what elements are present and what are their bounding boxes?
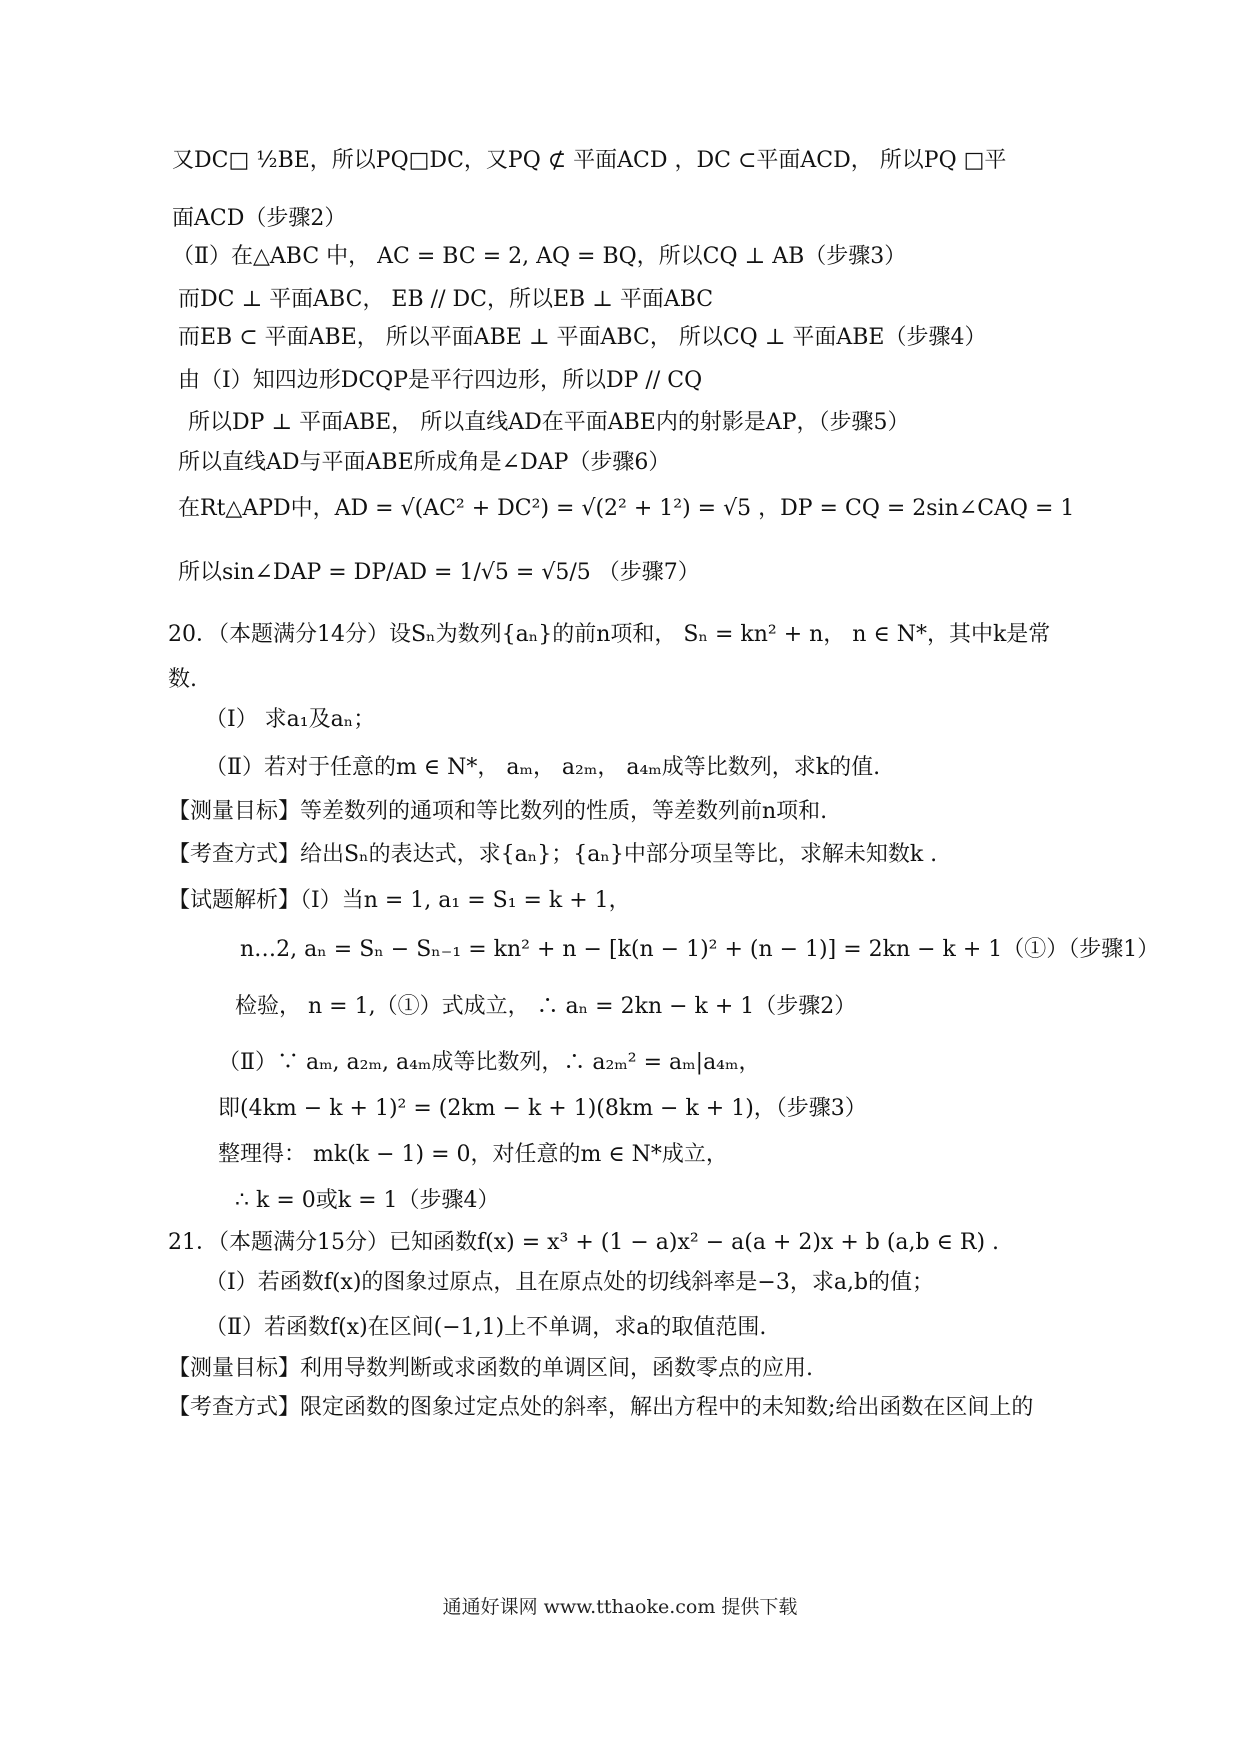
text-line: n…2, aₙ = Sₙ − Sₙ₋₁ = kn² + n − [k(n − 1)² + (n − 1)] = 2kn − k + 1（①）（步骤1） — [240, 937, 1160, 962]
text-line: （Ⅱ）在△ABC 中， AC = BC = 2, AQ = BQ，所以CQ ⊥ AB（步骤3） — [172, 244, 907, 269]
text-line: 【试题解析】（Ⅰ）当n = 1, a₁ = S₁ = k + 1， — [168, 888, 631, 913]
page-footer: 通通好课网 www.tthaoke.com 提供下载 — [442, 1596, 798, 1618]
text-line: 所以DP ⊥ 平面ABE， 所以直线AD在平面ABE内的射影是AP，（步骤5） — [188, 410, 910, 435]
text-line: 【考查方式】给出Sₙ的表达式，求{aₙ}；{aₙ}中部分项呈等比，求解未知数k . — [168, 842, 938, 867]
text-line: 在Rt△APD中，AD = √(AC² + DC²) = √(2² + 1²) = √5 ，DP = CQ = 2sin∠CAQ = 1 — [178, 496, 1075, 521]
text-line: （Ⅱ）若对于任意的m ∈ N*， aₘ， a₂ₘ， a₄ₘ成等比数列，求k的值. — [205, 755, 881, 780]
text-line: 所以直线AD与平面ABE所成角是∠DAP（步骤6） — [178, 450, 671, 475]
text-line: 20．（本题满分14分）设Sₙ为数列{aₙ}的前n项和， Sₙ = kn² + n， n ∈ N*，其中k是常 — [168, 622, 1051, 647]
text-line: （Ⅰ）若函数f(x)的图象过原点，且在原点处的切线斜率是−3，求a,b的值； — [205, 1270, 935, 1295]
text-line: 而DC ⊥ 平面ABC， EB // DC，所以EB ⊥ 平面ABC — [178, 287, 714, 312]
text-line: 所以sin∠DAP = DP/AD = 1/√5 = √5/5 （步骤7） — [178, 560, 700, 585]
text-line: 21．（本题满分15分）已知函数f(x) = x³ + (1 − a)x² − a(a + 2)x + b (a,b ∈ R) . — [168, 1230, 1000, 1255]
text-line: 整理得： mk(k − 1) = 0，对任意的m ∈ N*成立， — [218, 1142, 728, 1167]
text-line: 【测量目标】利用导数判断或求函数的单调区间，函数零点的应用. — [168, 1356, 813, 1381]
text-line: 面ACD（步骤2） — [172, 206, 347, 231]
text-line: 又DC□ ½BE，所以PQ□DC，又PQ ⊄ 平面ACD ，DC ⊂平面ACD， 所以PQ □平 — [172, 148, 1007, 173]
text-line: 检验， n = 1,（①）式成立， ∴ aₙ = 2kn − k + 1（步骤2） — [235, 994, 857, 1019]
text-line: （Ⅰ） 求a₁及aₙ； — [205, 707, 376, 732]
text-line: （Ⅱ）∵ aₘ, a₂ₘ, a₄ₘ成等比数列，∴ a₂ₘ² = aₘ|a₄ₘ， — [218, 1050, 761, 1075]
text-line: 由（Ⅰ）知四边形DCQP是平行四边形，所以DP // CQ — [178, 368, 703, 393]
text-line: （Ⅱ）若函数f(x)在区间(−1,1)上不单调，求a的取值范围. — [205, 1315, 767, 1340]
text-line: 【考查方式】限定函数的图象过定点处的斜率，解出方程中的未知数;给出函数在区间上的 — [168, 1395, 1034, 1420]
text-line: 而EB ⊂ 平面ABE， 所以平面ABE ⊥ 平面ABC， 所以CQ ⊥ 平面ABE（步骤4） — [178, 325, 987, 350]
text-line: 数. — [168, 667, 197, 692]
text-line: 【测量目标】等差数列的通项和等比数列的性质，等差数列前n项和. — [168, 799, 828, 824]
text-line: 即(4km − k + 1)² = (2km − k + 1)(8km − k + 1)，（步骤3） — [218, 1096, 867, 1121]
text-line: ∴ k = 0或k = 1（步骤4） — [235, 1188, 500, 1213]
